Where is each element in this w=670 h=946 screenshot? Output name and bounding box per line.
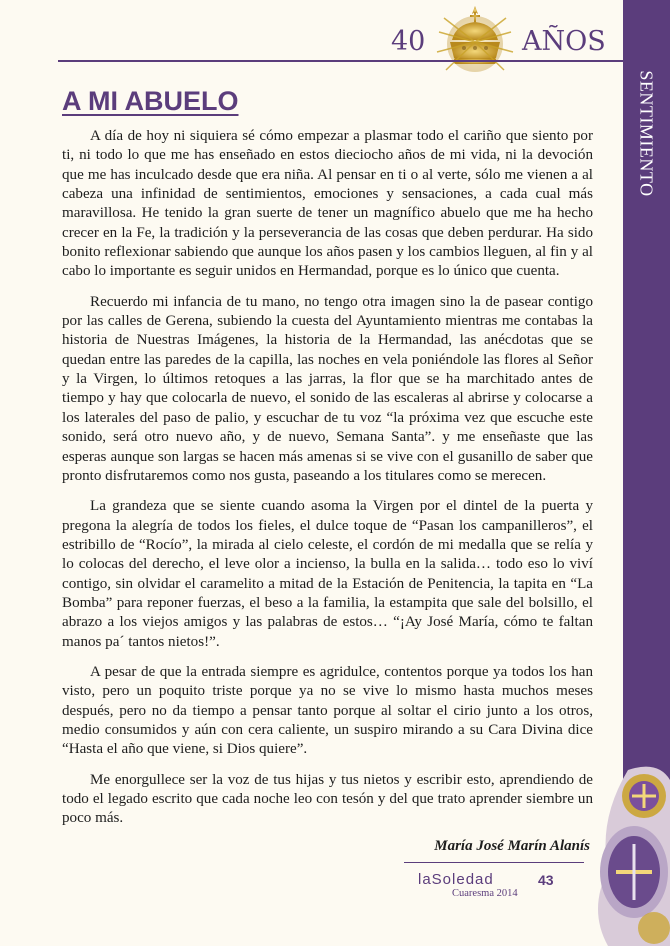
- article-paragraph: A pesar de que la entrada siempre es agridulce, contentos porque ya todos los han visto, pero un poquito triste porque ya no se vive lo mismo hasta muchos meses después, pero no da tiempo a pensar tanto porque al soltar el cirio junto a los otros, medio consumidos y aún con cera caliente, un suspiro mirando a su Cara Divina dice “Hasta el año que viene, si Dios quiere”.: [62, 663, 593, 758]
- article-body: [62, 127, 593, 840]
- section-label-text: SENTIMIENTO: [636, 69, 657, 197]
- brotherhood-emblem-icon: [588, 760, 670, 946]
- page-number: 43: [538, 872, 554, 888]
- article-paragraph: Me enorgullece ser la voz de tus hijas y tus nietos y escribir esto, aprendiendo de todo el legado escrito que cada noche leo con tesón y del que trato aprender siembre un poco más.: [62, 771, 593, 827]
- author-signature: María José Marín Alanís: [434, 838, 590, 854]
- section-label: [626, 58, 666, 208]
- publication-name: laSoledad: [418, 871, 494, 888]
- article-title: A MI ABUELO: [62, 86, 239, 116]
- anniversary-number: 40: [391, 26, 426, 57]
- footer-divider: [404, 862, 584, 863]
- article-paragraph: Recuerdo mi infancia de tu mano, no tengo otra imagen sino la de pasear contigo por las calles de Gerena, subiendo la cuesta del Ayuntamiento mientras me contabas la historia de Nuestras Imágenes, la historia de la Hermandad, las anécdotas que se quedan entre las paredes de la capilla, las noches en vela poniéndole las flores al Señor y la Virgen, lo últimos retoques a las jarras, la flor que se ha marchitado antes de tiempo y hay que colocarla de nuevo, el sonido de las escaleras al abrirse y colocarse a los laterales del paso de palio, y escuchar de tu voz “la próxima vez que escuche este sonido, será otro nuevo año, y de nuevo, Semana Santa”. y me enseñaste que las esperas aunque son largas se hacen más amenas si se vive con el gusanillo de saber que pronto disfrutaremos como nos gusta, paseando a los titulares como se merecen.: [62, 293, 593, 484]
- issue-label: Cuaresma 2014: [452, 888, 518, 899]
- article-paragraph: A día de hoy ni siquiera sé cómo empezar a plasmar todo el cariño que siento por ti, ni todo lo que me has enseñado en estos dieciocho años de mi vida, ni la devoción que me has inculcado desde que era niña. Al pensar en ti o al verte, sólo me vienen a al cabeza una infinidad de sentimientos, emociones y sensaciones, a cada cual más maravillosa. He tenido la gran suerte de tener un magnífico abuelo que me ha hecho crecer en la Fe, la tradición y la perseverancia de las cosas que deben perdurar. Ha sido bonito reflexionar sabiendo que aunque los años pasen y los cambios lleguen, al fin y al cabo lo importante es seguir unidos en Hermandad, porque es lo único que cuenta.: [62, 128, 593, 280]
- article-paragraph: La grandeza que se siente cuando asoma la Virgen por el dintel de la puerta y pregona la alegría de todos los fieles, el dulce toque de “Pasan los campanilleros”, el estribillo de “Rocío”, la mirada al cielo celeste, el cordón de mi medalla que se relía y lo colocas del derecho, el leve olor a incienso, la bulla en la salida… todo eso lo viví contigo, sin olvidar el caramelito a mitad de la Estación de Penitencia, la tapita en “La Bomba” para reponer fuerzas, el beso a la familia, la estampita que sale del bolsillo, el abrazo a los viejos amigos y las palabras de estos… “¡Ay José María, cómo te faltan manos pa´ tantos nietos!”.: [62, 498, 593, 650]
- crown-emblem-icon: [434, 2, 516, 78]
- header-divider: [58, 60, 623, 62]
- anniversary-word: AÑOS: [522, 26, 606, 57]
